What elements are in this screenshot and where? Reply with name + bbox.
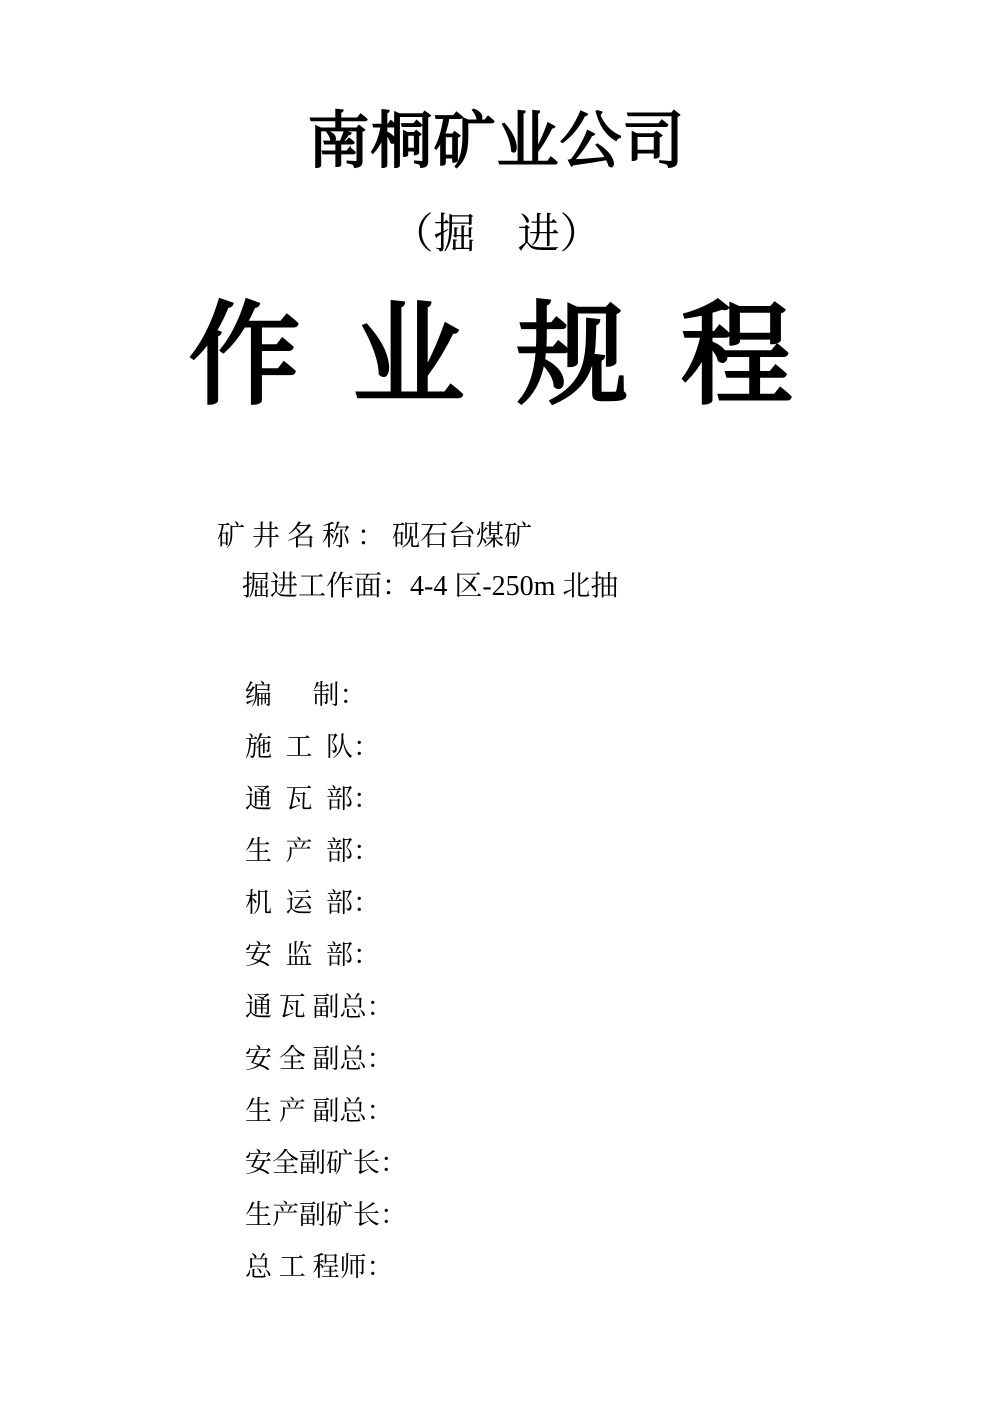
signature-line: 安 监 部： bbox=[245, 940, 380, 970]
signature-list bbox=[245, 669, 407, 1293]
signature-line: 安全副矿长： bbox=[245, 1148, 407, 1178]
doc-main-title: 作 业 规 程 bbox=[188, 295, 805, 419]
company-title: 南桐矿业公司 bbox=[307, 107, 686, 176]
signature-line: 生产副矿长： bbox=[245, 1200, 407, 1230]
doc-subtitle: （掘 进） bbox=[391, 212, 602, 258]
signature-line: 生 产 部： bbox=[245, 836, 380, 866]
signature-line: 安 全 副总： bbox=[245, 1044, 394, 1074]
working-face-line: 掘进工作面：4-4 区-250m 北抽 bbox=[242, 571, 619, 602]
signature-line: 机 运 部： bbox=[245, 888, 380, 918]
signature-line: 生 产 副总： bbox=[245, 1096, 394, 1126]
mine-name-line: 矿 井 名 称 ： 砚石台煤矿 bbox=[217, 521, 533, 552]
signature-line: 总 工 程师： bbox=[245, 1252, 394, 1282]
signature-line: 编 制： bbox=[245, 680, 367, 710]
signature-line: 通 瓦 副总： bbox=[245, 992, 394, 1022]
signature-line: 施 工 队： bbox=[245, 732, 380, 762]
signature-line: 通 瓦 部： bbox=[245, 784, 380, 814]
